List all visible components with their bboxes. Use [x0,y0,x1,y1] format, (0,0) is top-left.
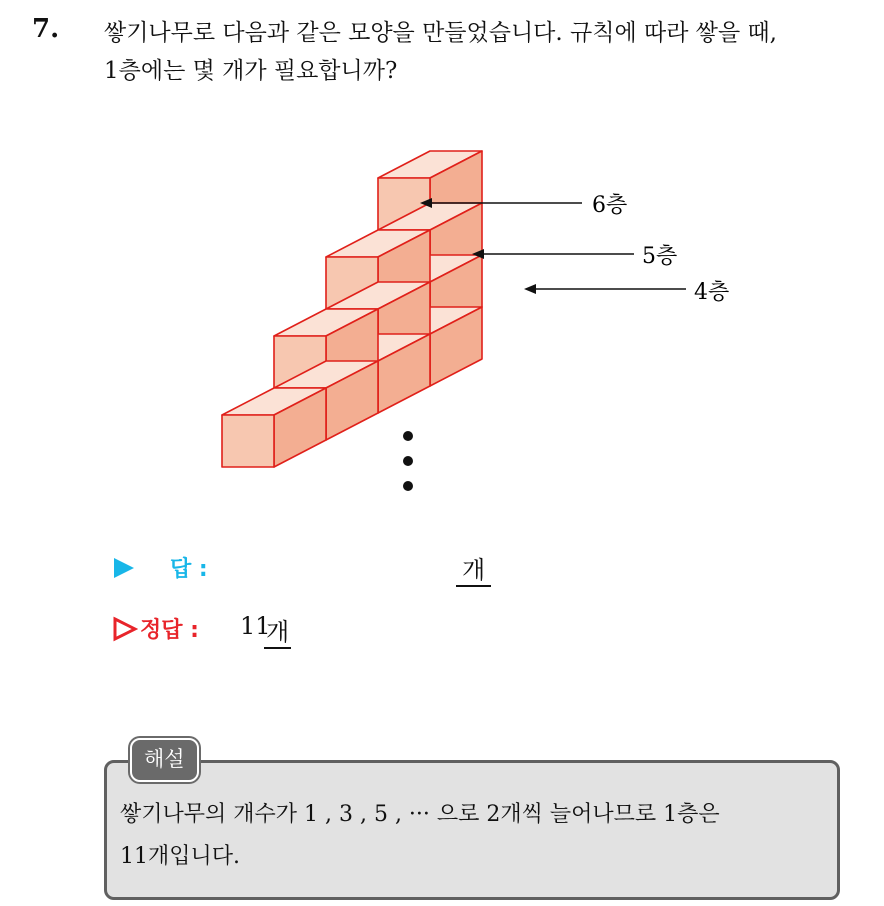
floor-6-label: 6층 [592,193,628,218]
question-text-line2: 1층에는 몇 개가 필요합니까? [104,58,398,84]
explanation-line2: 11개입니다. [120,844,240,869]
cube-group [222,151,482,467]
floor-4-label: 4층 [694,280,730,305]
explanation-line1: 쌓기나무의 개수가 1 , 3 , 5 , ··· 으로 2개씩 늘어나므로 1층은 [120,802,720,827]
correct-answer-unit: 개 [264,612,291,649]
correct-answer-row [112,610,612,650]
question-number: 7. [32,14,60,44]
explanation-text [120,794,830,878]
block-stack-figure [0,140,884,510]
floor-5-pointer [472,244,677,269]
continuation-dots [403,431,413,491]
floor-5-label: 5층 [642,244,678,269]
correct-answer-label: 정답 : [140,618,199,643]
answer-row [112,548,612,588]
cube-front-face [222,415,274,467]
answer-unit[interactable]: 개 [456,550,491,587]
answer-label: 답 : [170,557,208,582]
answer-triangle-icon [112,556,136,580]
correct-answer-number: 11 [240,612,271,640]
floor-4-pointer [524,280,729,305]
explanation-tag: 해설 [130,738,199,782]
correct-triangle-icon [112,616,138,642]
question-text [104,14,874,90]
question-text-line1: 쌓기나무로 다음과 같은 모양을 만들었습니다. 규칙에 따라 쌓을 때, [104,20,777,46]
